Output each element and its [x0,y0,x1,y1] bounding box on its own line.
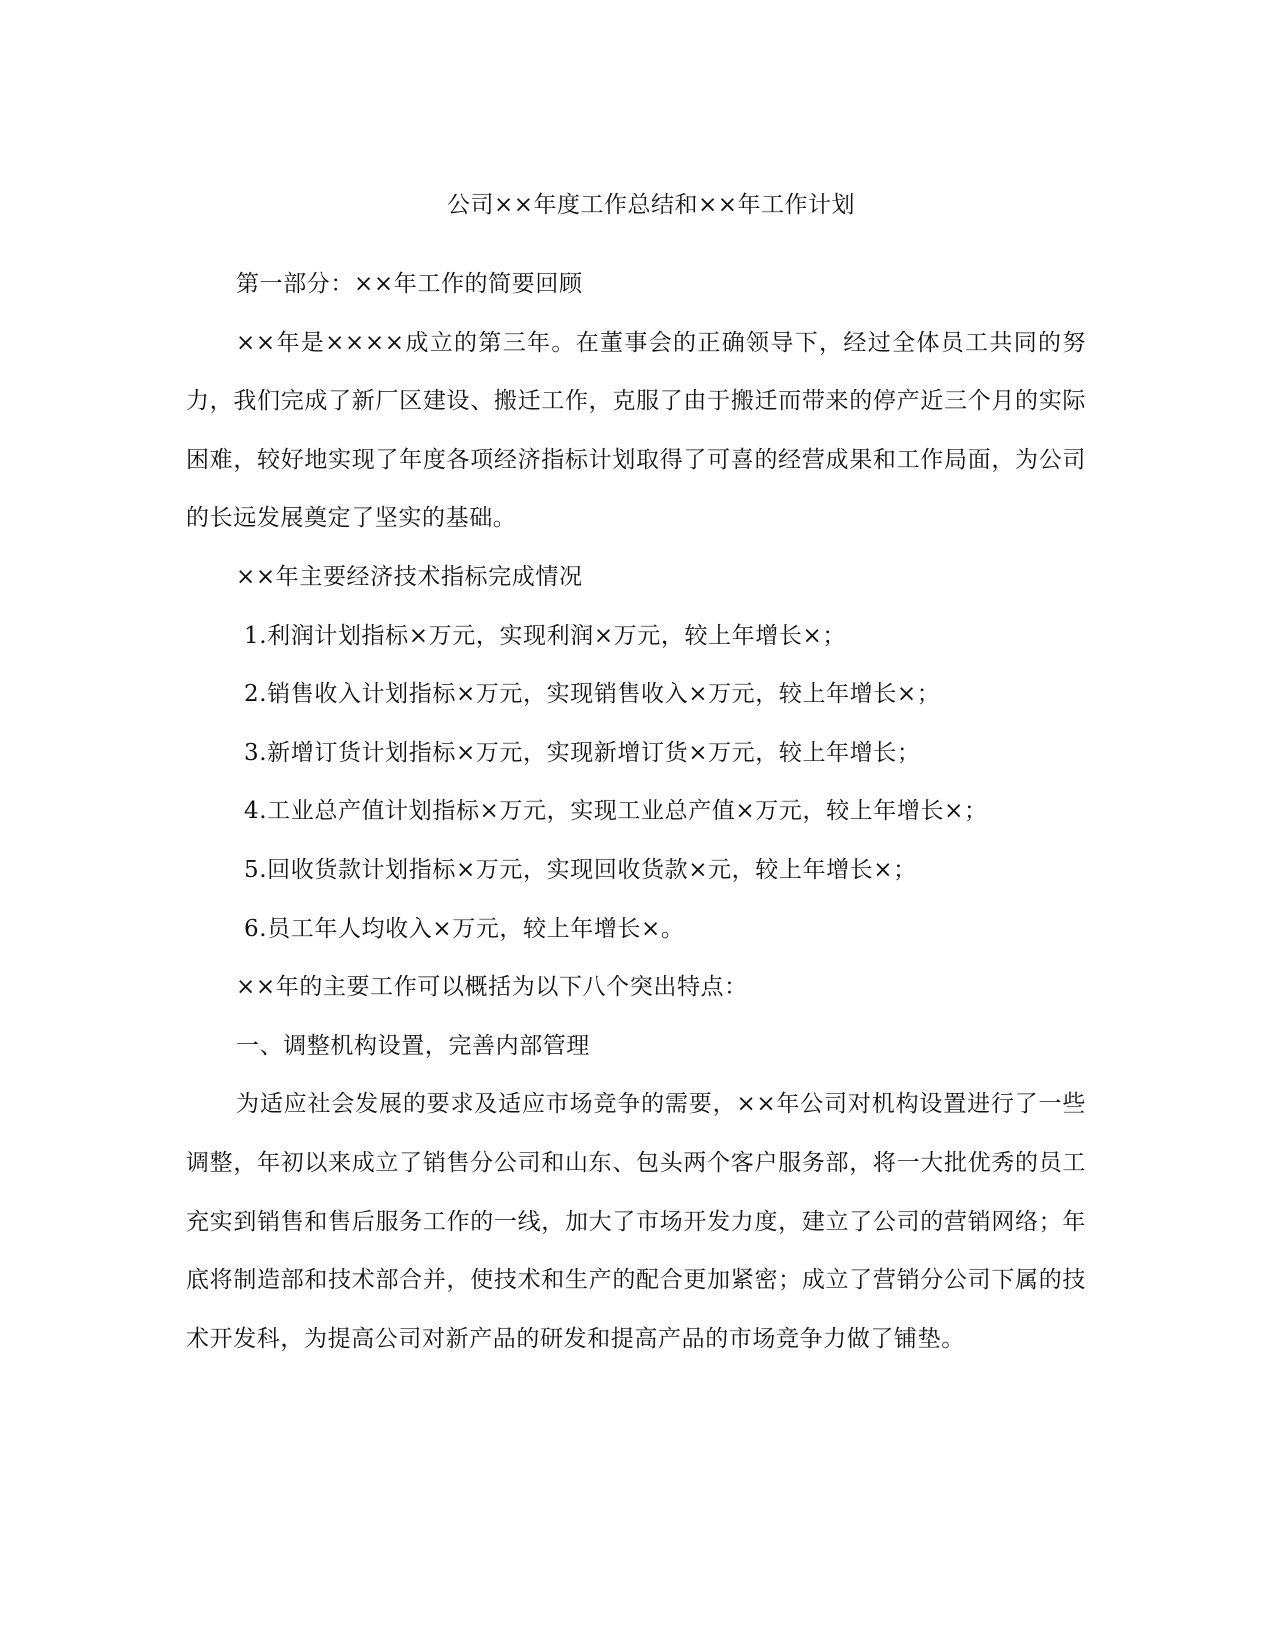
section-one-heading: 一、调整机构设置，完善内部管理 [236,1032,590,1059]
section-one-paragraph: 为适应社会发展的要求及适应市场竞争的需要，××年公司对机构设置进行了一些调整，年初以来成立了销售分公司和山东、包头两个客户服务部，将一大批优秀的员工充实到销售和售后服务工作的一线，加大了市场开发力度，建立了公司的营销网络；年底将制造部和技术部合并，使技术和生产的配合更加紧密；成立了营销分公司下属的技术开发科，为提高公司对新产品的研发和提高产品的市场竞争力做了铺垫。 [186,1091,1086,1352]
indicator-item-5: 5.回收货款计划指标×万元，实现回收货款×元，较上年增长×； [244,856,917,883]
intro-paragraph: ××年是××××成立的第三年。在董事会的正确领导下，经过全体员工共同的努力，我们完成了新厂区建设、搬迁工作，克服了由于搬迁而带来的停产近三个月的实际困难，较好地实现了年度各项经济指标计划取得了可喜的经营成果和工作局面，为公司的长远发展奠定了坚实的基础。 [186,329,1086,532]
document-title: 公司××年度工作总结和××年工作计划 [446,192,856,218]
part-one-heading: 第一部分：××年工作的简要回顾 [236,271,583,297]
indicator-item-3: 3.新增订货计划指标×万元，实现新增订货×万元，较上年增长； [244,739,921,766]
features-intro: ××年的主要工作可以概括为以下八个突出特点： [236,974,748,1001]
indicator-item-1: 1.利润计划指标×万元，实现利润×万元，较上年增长×； [244,622,846,649]
indicators-heading: ××年主要经济技术指标完成情况 [236,563,583,590]
indicator-item-2: 2.销售收入计划指标×万元，实现销售收入×万元，较上年增长×； [244,681,941,708]
document-body [186,185,1086,1368]
indicator-item-6: 6.员工年人均收入×万元，较上年增长×。 [244,915,685,942]
indicator-item-4: 4.工业总产值计划指标×万元，实现工业总产值×万元，较上年增长×； [244,798,988,825]
